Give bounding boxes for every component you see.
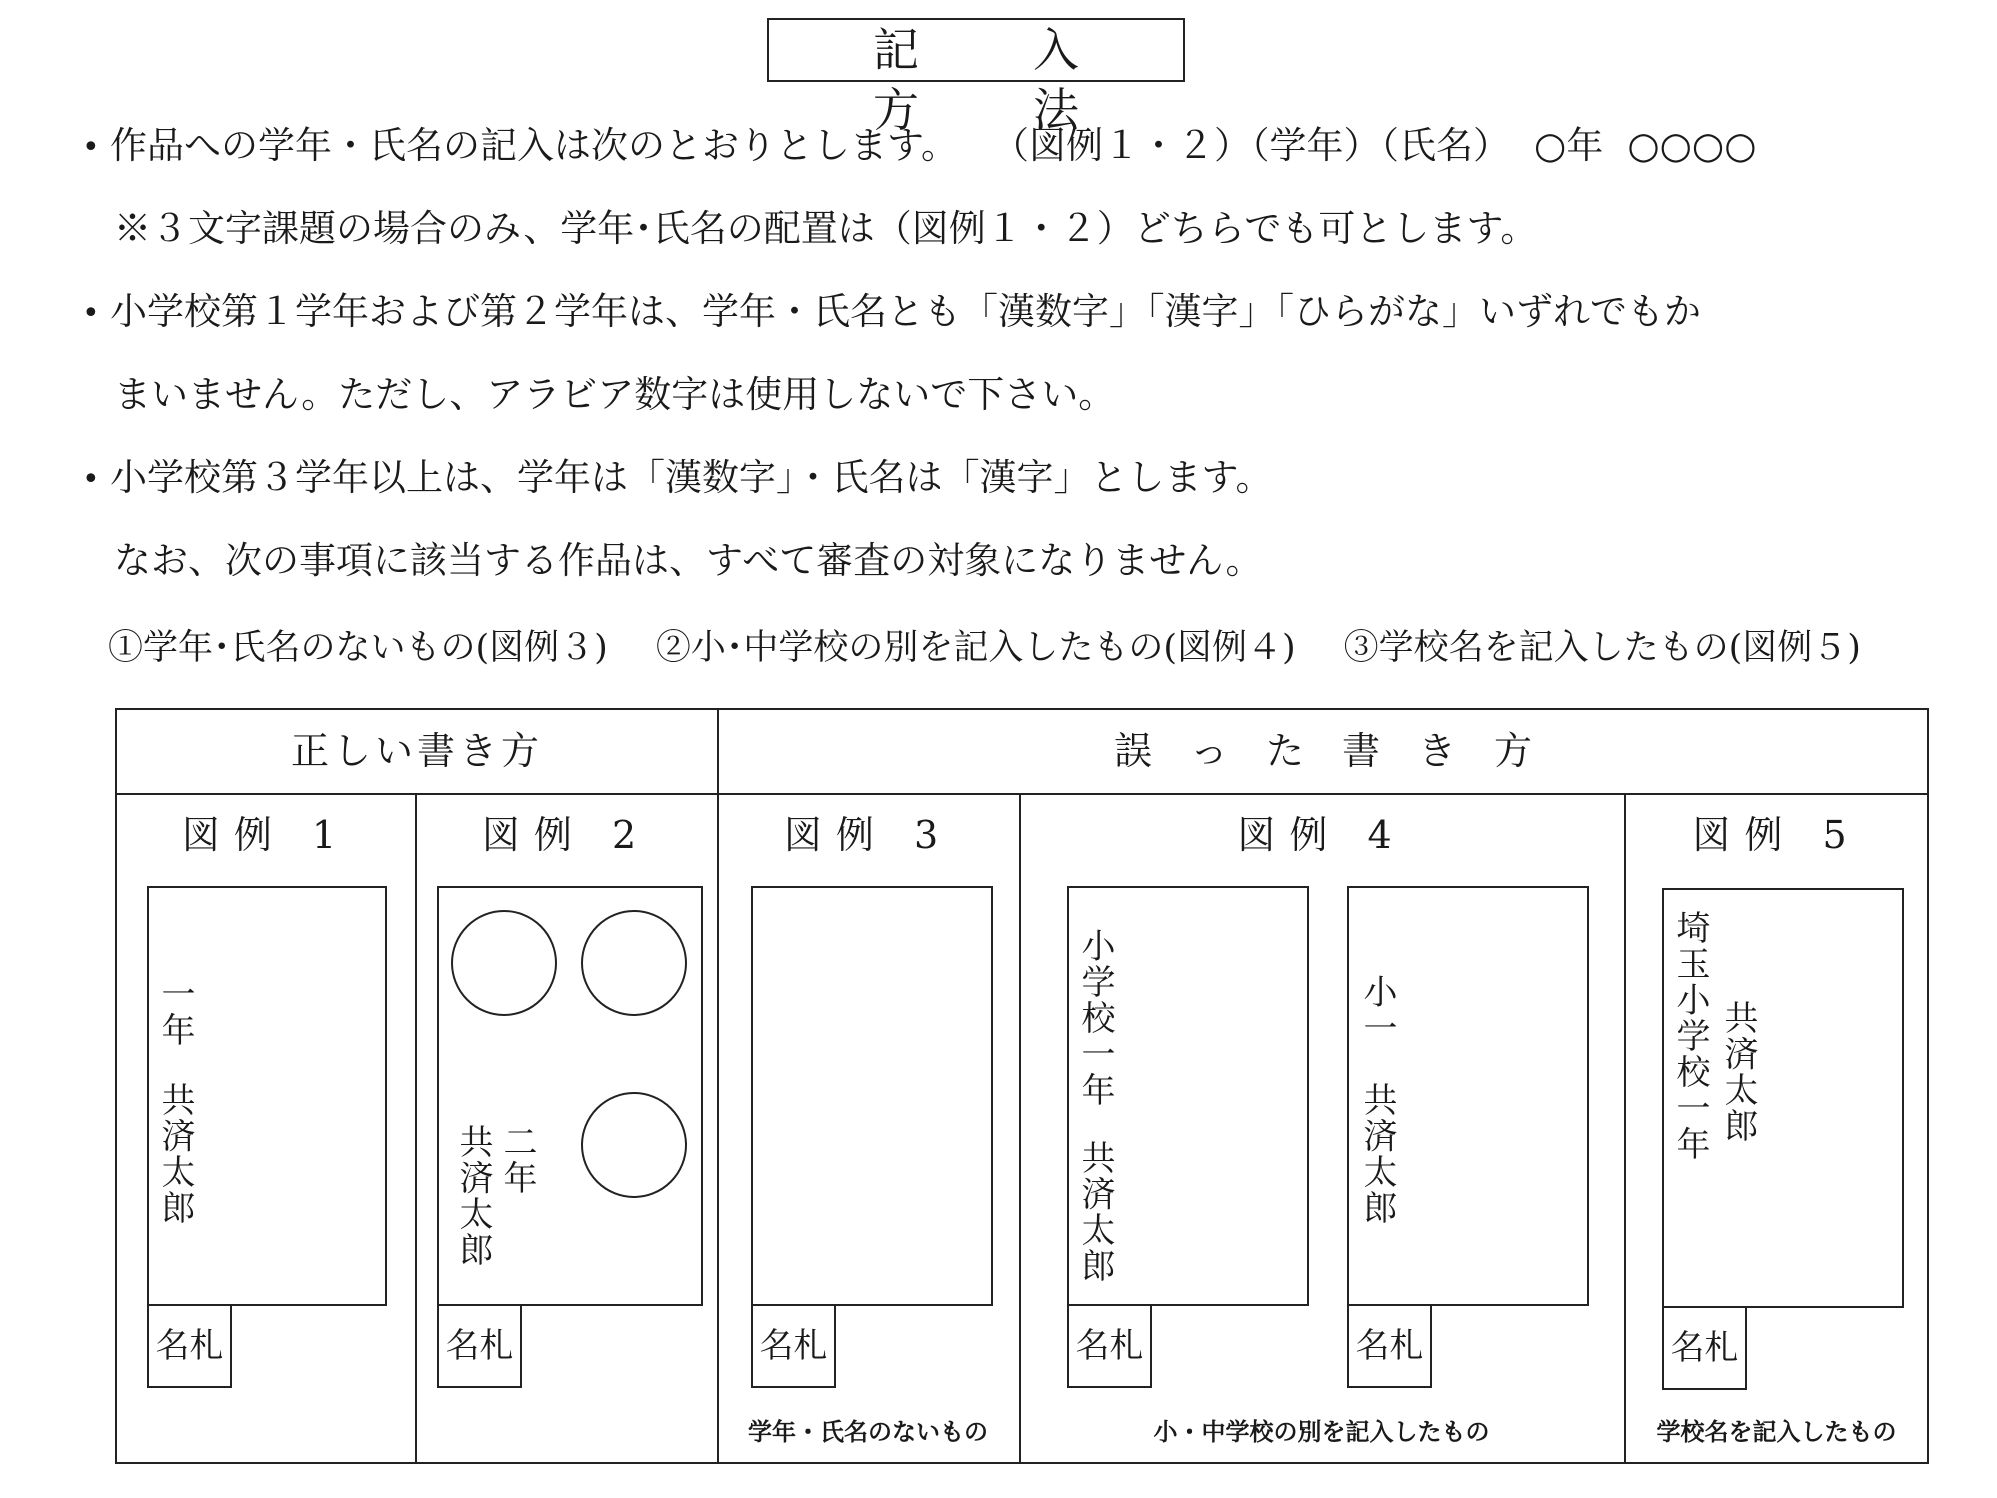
figure-5-school-grade: 埼玉小学校一年 bbox=[1670, 910, 1710, 1162]
exclusion-notes bbox=[108, 626, 1861, 670]
figure-4b-school-grade: 小一 bbox=[1357, 974, 1397, 1046]
instruction-line-4: まいません。ただし、アラビア数字は使用しないで下さい。 bbox=[114, 373, 1116, 416]
circle-placeholder bbox=[581, 1092, 687, 1198]
instruction-line-6: なお、次の事項に該当する作品は、すべて審査の対象になりません。 bbox=[114, 539, 1263, 582]
figure-4b-nametag: 名札 bbox=[1347, 1304, 1432, 1388]
col-divider-1 bbox=[415, 793, 417, 1462]
line1-grade-example: ○年 bbox=[1534, 124, 1604, 167]
instruction-line-5: 小学校第３学年以上は、学年は「漢数字」・氏名は「漢字」とします。 bbox=[110, 456, 1273, 499]
instruction-line-1 bbox=[110, 124, 1756, 168]
bullet-3: • bbox=[82, 462, 100, 497]
correct-header: 正しい書き方 bbox=[290, 729, 543, 773]
figure-5-label: 図例 5 bbox=[1692, 813, 1861, 857]
figure-4a-nametag: 名札 bbox=[1067, 1304, 1152, 1388]
figure-3-paper bbox=[751, 886, 993, 1306]
figure-1-grade: 一年 bbox=[155, 976, 195, 1048]
bullet-1: • bbox=[82, 130, 100, 165]
figure-2-name: 共済太郎 bbox=[453, 1124, 493, 1268]
note-1: ①学年･氏名のないもの(図例３) bbox=[108, 628, 608, 668]
line1-name: （氏名） bbox=[1380, 124, 1511, 167]
figure-3-nametag: 名札 bbox=[751, 1304, 836, 1388]
figure-4a-paper bbox=[1067, 886, 1309, 1306]
figure-5-caption: 学校名を記入したもの bbox=[1656, 1418, 1897, 1446]
instruction-line-3: 小学校第１学年および第２学年は、学年・氏名とも「漢数字」「漢字」「ひらがな」いずれでもか bbox=[110, 290, 1701, 333]
figure-1-label: 図例 1 bbox=[181, 813, 351, 857]
line1-grade: （学年） bbox=[1251, 124, 1381, 167]
figure-2-nametag: 名札 bbox=[437, 1304, 522, 1388]
figure-5-nametag: 名札 bbox=[1662, 1306, 1747, 1390]
bullet-2: • bbox=[82, 296, 100, 331]
figure-4b-paper bbox=[1347, 886, 1589, 1306]
note-2: ②小･中学校の別を記入したもの(図例４) bbox=[655, 628, 1296, 668]
line1-main: 作品への学年・氏名の記入は次のとおりとします。 bbox=[110, 124, 959, 167]
figure-1-nametag: 名札 bbox=[147, 1304, 232, 1388]
col-divider-3 bbox=[1019, 793, 1021, 1462]
figure-2-grade: 二年 bbox=[497, 1124, 537, 1196]
page-title: 記 入 方 法 bbox=[767, 18, 1185, 82]
circle-placeholder bbox=[451, 910, 557, 1016]
figure-5-name: 共済太郎 bbox=[1718, 1000, 1758, 1144]
figure-3-caption: 学年・氏名のないもの bbox=[748, 1418, 988, 1446]
figure-2-label: 図例 2 bbox=[481, 813, 651, 857]
figure-4a-name: 共済太郎 bbox=[1075, 1140, 1115, 1284]
figure-4b-name: 共済太郎 bbox=[1357, 1082, 1397, 1226]
circle-placeholder bbox=[581, 910, 687, 1016]
example-table bbox=[115, 708, 1929, 1464]
figure-4-caption: 小・中学校の別を記入したもの bbox=[1153, 1418, 1490, 1446]
line1-ref: （図例１・２） bbox=[992, 124, 1252, 167]
line1-name-example: ○○○○ bbox=[1627, 124, 1757, 167]
figure-4a-school-grade: 小学校一年 bbox=[1075, 928, 1115, 1108]
note-3: ③学校名を記入したもの(図例５) bbox=[1343, 628, 1861, 668]
figure-2-paper bbox=[437, 886, 703, 1306]
figure-5-paper bbox=[1662, 888, 1904, 1308]
figure-3-label: 図例 3 bbox=[783, 813, 953, 857]
header-divider bbox=[117, 793, 1927, 795]
col-divider-4 bbox=[1624, 793, 1626, 1462]
figure-4-label: 図例 4 bbox=[1237, 813, 1406, 857]
figure-1-paper bbox=[147, 886, 387, 1306]
wrong-header: 誤 っ た 書 き 方 bbox=[1113, 729, 1532, 773]
instruction-line-2: ※３文字課題の場合のみ、学年･氏名の配置は（図例１・２）どちらでも可とします。 bbox=[114, 207, 1538, 250]
figure-1-name: 共済太郎 bbox=[155, 1082, 195, 1226]
